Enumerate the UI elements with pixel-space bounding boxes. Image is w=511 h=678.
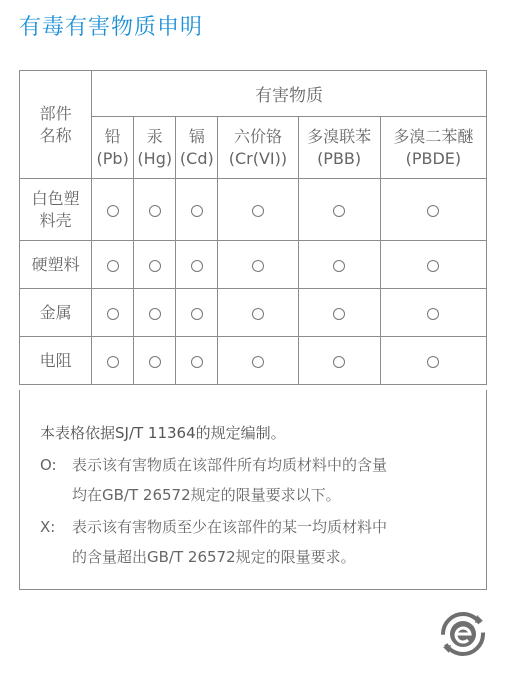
compliant-mark-icon (333, 260, 345, 272)
table-row (20, 241, 487, 289)
column-header-cr6: 六价铬 (Cr(VI)) (218, 117, 298, 179)
compliance-cell (218, 289, 298, 337)
standard-note: 本表格依据SJ/T 11364的规定编制。 (40, 424, 286, 442)
compliance-cell (176, 337, 218, 385)
compliance-cell (380, 241, 486, 289)
compliant-mark-icon (191, 260, 203, 272)
compliant-mark-icon (191, 308, 203, 320)
part-name-header (20, 71, 92, 179)
compliance-cell (134, 179, 176, 241)
part-name-cell: 白色塑 料壳 (20, 179, 92, 241)
compliant-mark-icon (191, 205, 203, 217)
page-title: 有毒有害物质申明 (19, 15, 204, 40)
compliance-cell (176, 289, 218, 337)
compliant-mark-icon (149, 356, 161, 368)
compliance-cell (92, 241, 134, 289)
compliance-cell (92, 337, 134, 385)
table-body (20, 179, 487, 385)
part-name-cell: 金属 (20, 289, 92, 337)
compliant-mark-icon (252, 205, 264, 217)
compliance-cell (298, 289, 380, 337)
column-header-pb: 铅 (Pb) (92, 117, 134, 179)
substances-group-header: 有害物质 (92, 71, 487, 117)
compliance-cell (134, 289, 176, 337)
compliance-cell (92, 179, 134, 241)
compliant-mark-icon (252, 308, 264, 320)
column-header-pbb: 多溴联苯 (PBB) (298, 117, 380, 179)
table-row (20, 337, 487, 385)
compliant-mark-icon (149, 205, 161, 217)
compliant-mark-icon (149, 260, 161, 272)
column-header-pbde: 多溴二苯醚 (PBDE) (380, 117, 486, 179)
column-header-hg: 汞 (Hg) (134, 117, 176, 179)
corner-line-1: 部件 (39, 103, 72, 123)
compliance-cell (298, 179, 380, 241)
compliant-mark-icon (252, 356, 264, 368)
part-name-cell: 电阻 (20, 337, 92, 385)
compliance-cell (176, 241, 218, 289)
compliant-mark-icon (107, 205, 119, 217)
compliant-mark-icon (107, 308, 119, 320)
legend-o-text: 表示该有害物质在该部件所有均质材料中的含量 均在GB/T 26572规定的限量要求以下。 (72, 456, 388, 504)
compliance-cell (218, 179, 298, 241)
table-row (20, 289, 487, 337)
legend-x-key: X: (40, 518, 56, 536)
corner-line-2: 名称 (39, 125, 72, 145)
hazardous-substances-table (19, 70, 487, 385)
compliant-mark-icon (427, 308, 439, 320)
compliance-cell (380, 337, 486, 385)
compliant-mark-icon (252, 260, 264, 272)
part-name-cell: 硬塑料 (20, 241, 92, 289)
compliant-mark-icon (149, 308, 161, 320)
column-header-cd: 镉 (Cd) (176, 117, 218, 179)
compliant-mark-icon (107, 356, 119, 368)
table-row (20, 179, 487, 241)
compliance-cell (380, 179, 486, 241)
compliant-mark-icon (427, 260, 439, 272)
compliance-cell (298, 337, 380, 385)
legend-x-text: 表示该有害物质至少在该部件的某一均质材料中 的含量超出GB/T 26572规定的限量要求。 (72, 518, 388, 566)
compliance-cell (134, 241, 176, 289)
compliance-cell (218, 337, 298, 385)
compliant-mark-icon (333, 356, 345, 368)
notes-section (19, 390, 487, 590)
compliance-cell (134, 337, 176, 385)
compliance-cell (92, 289, 134, 337)
compliance-cell (298, 241, 380, 289)
compliant-mark-icon (333, 205, 345, 217)
legend-o-key: O: (40, 456, 57, 474)
compliance-cell (218, 241, 298, 289)
compliant-mark-icon (107, 260, 119, 272)
compliant-mark-icon (191, 356, 203, 368)
compliant-mark-icon (427, 205, 439, 217)
compliant-mark-icon (333, 308, 345, 320)
compliance-cell (380, 289, 486, 337)
compliant-mark-icon (427, 356, 439, 368)
compliance-cell (176, 179, 218, 241)
eco-environment-protection-icon (438, 609, 488, 659)
